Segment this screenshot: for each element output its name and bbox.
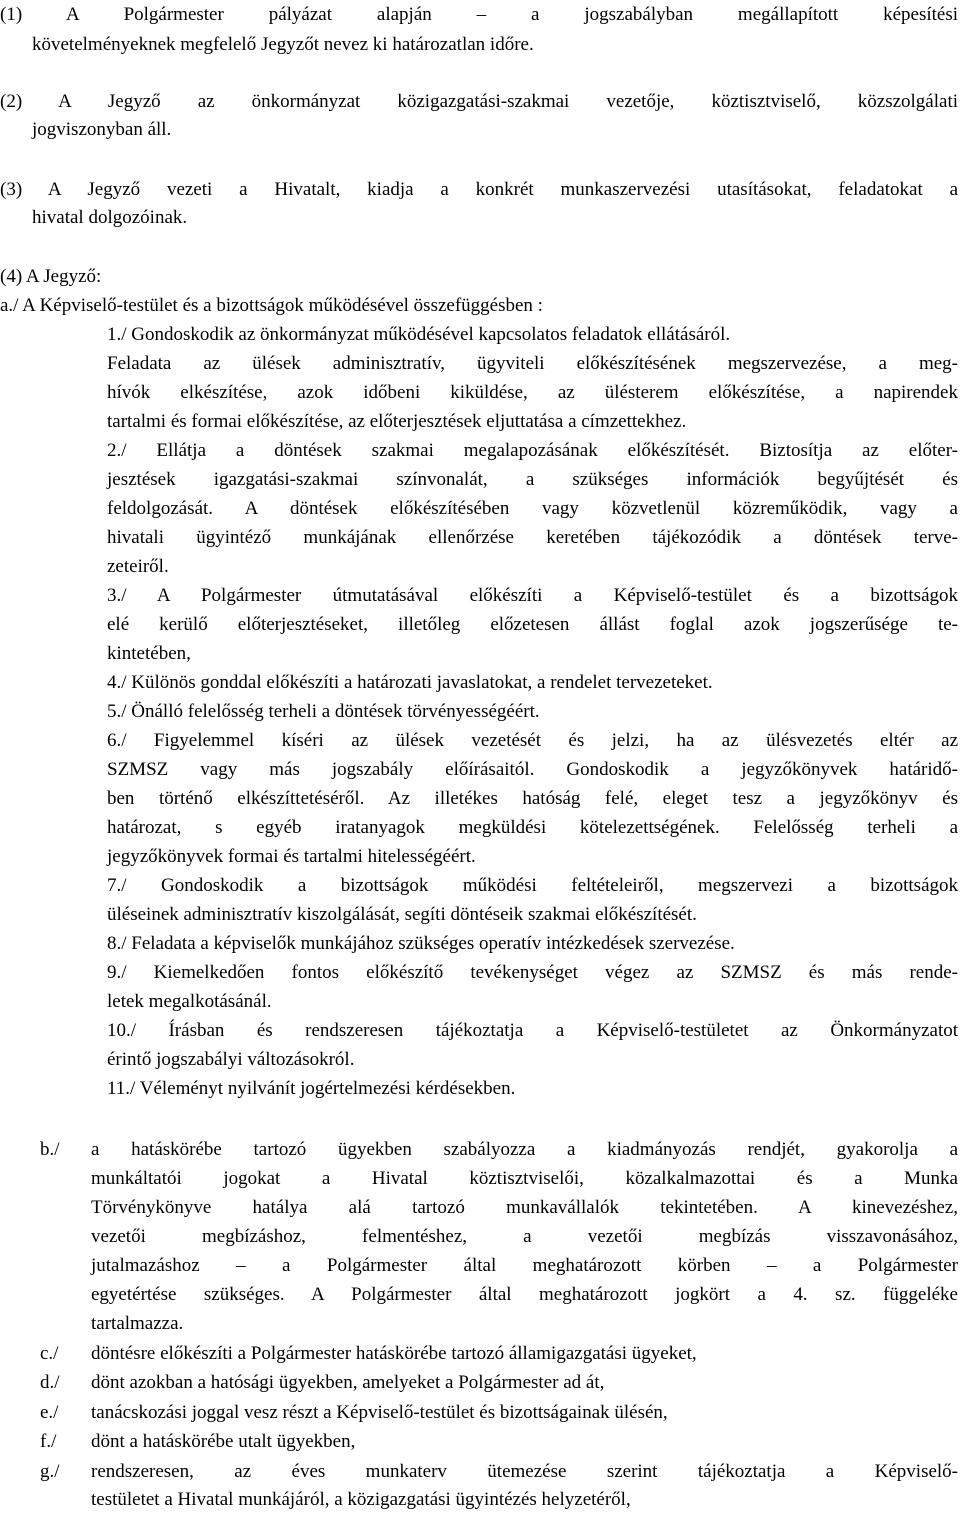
text-line: 1./ Gondoskodik az önkormányzat működésével kapcsolatos feladatok ellátásáról. [107,324,731,345]
text-line: 6./ Figyelemmel kíséri az ülések vezetését és jelzi, ha az ülésvezetés eltér az [107,730,958,751]
text-line: Feladata az ülések adminisztratív, ügyviteli előkészítésének megszervezése, a meg- [107,353,958,374]
text-line: 7./ Gondoskodik a bizottságok működési feltételeiről, megszervezi a bizottságok [107,875,958,896]
text-line: (3) A Jegyző vezeti a Hivatalt, kiadja a konkrét munkaszervezési utasításokat, feladatokat a [0,179,958,200]
list-marker: f./ [40,1431,57,1452]
text-line: tartalmazza. [91,1313,184,1334]
text-line: testületet a Hivatal munkájáról, a közigazgatási ügyintézés helyzetéről, [91,1489,631,1510]
text-line: döntésre előkészíti a Polgármester hatáskörébe tartozó államigazgatási ügyeket, [91,1343,697,1364]
text-line: munkáltatói jogokat a Hivatal köztisztviselői, közalkalmazottai és a Munka [91,1168,958,1189]
text-line: a hatáskörébe tartozó ügyekben szabályozza a kiadmányozás rendjét, gyakorolja a [91,1139,958,1160]
text-line: (2) A Jegyző az önkormányzat közigazgatási-szakmai vezetője, köztisztviselő, közszolgálati [0,91,958,112]
text-line: jutalmazáshoz – a Polgármester által meghatározott körben – a Polgármester [91,1255,958,1276]
text-line: vezetői megbízáshoz, felmentéshez, a vezetői megbízás visszavonásához, [91,1226,958,1247]
list-marker: b./ [40,1139,60,1160]
text-line: jegyzőkönyvek formai és tartalmi hitelességéért. [107,846,476,867]
text-line: 4./ Különös gonddal előkészíti a határozati javaslatokat, a rendelet tervezeteket. [107,672,713,693]
text-line: követelményeknek megfelelő Jegyzőt nevez ki határozatlan időre. [32,34,534,55]
list-marker: g./ [40,1461,60,1482]
text-line: egyetértése szükséges. A Polgármester által meghatározott jogkört a 4. sz. függeléke [91,1284,958,1305]
text-line: 9./ Kiemelkedően fontos előkészítő tevékenységet végez az SZMSZ és más rende- [107,962,958,983]
text-line: 11./ Véleményt nyilvánít jogértelmezési kérdésekben. [107,1078,516,1099]
text-line: hívók elkészítése, azok időbeni kiküldése, az ülésterem előkészítése, a napirendek [107,382,958,403]
text-line: a./ A Képviselő-testület és a bizottságok működésével összefüggésben : [0,295,543,316]
text-line: jesztések igazgatási-szakmai színvonalát, a szükséges információk begyűjtését és [107,469,958,490]
text-line: üléseinek adminisztratív kiszolgálását, segíti döntéseik szakmai előkészítését. [107,904,697,925]
text-line: érintő jogszabályi változásokról. [107,1049,355,1070]
text-line: 10./ Írásban és rendszeresen tájékoztatja a Képviselő-testületet az Önkormányzatot [107,1020,958,1041]
list-marker: c./ [40,1343,59,1364]
text-line: SZMSZ vagy más jogszabály előírásaitól. Gondoskodik a jegyzőkönyvek határidő- [107,759,958,780]
text-line: 8./ Feladata a képviselők munkájához szükséges operatív intézkedések szervezése. [107,933,735,954]
text-line: ben történő elkészíttetéséről. Az illetékes hatóság felé, eleget tesz a jegyzőkönyv és [107,788,958,809]
list-marker: d./ [40,1372,60,1393]
text-line: (1) A Polgármester pályázat alapján – a jogszabályban megállapított képesítési [0,4,958,25]
text-line: jogviszonyban áll. [32,119,172,140]
text-line: zeteiről. [107,556,169,577]
text-line: 2./ Ellátja a döntések szakmai megalapozásának előkészítését. Biztosítja az előter- [107,440,958,461]
text-line: határozat, s egyéb iratanyagok megküldési kötelezettségének. Felelősség terheli a [107,817,958,838]
text-line: hivatal dolgozóinak. [32,207,188,228]
text-line: Törvénykönyve hatálya alá tartozó munkavállalók tekintetében. A kinevezéshez, [91,1197,958,1218]
text-line: dönt azokban a hatósági ügyekben, amelyeket a Polgármester ad át, [91,1372,605,1393]
list-marker: e./ [40,1402,59,1423]
text-line: 3./ A Polgármester útmutatásával előkészíti a Képviselő-testület és a bizottságok [107,585,958,606]
text-line: (4) A Jegyző: [0,266,102,287]
text-line: dönt a hatáskörébe utalt ügyekben, [91,1431,356,1452]
text-line: 5./ Önálló felelősség terheli a döntések törvényességéért. [107,701,540,722]
text-line: tanácskozási joggal vesz részt a Képviselő-testület és bizottságainak ülésén, [91,1402,668,1423]
text-line: letek megalkotásánál. [107,991,272,1012]
text-line: hivatali ügyintéző munkájának ellenőrzése keretében tájékozódik a döntések terve- [107,527,958,548]
text-line: tartalmi és formai előkészítése, az előterjesztések eljuttatása a címzettekhez. [107,411,687,432]
text-line: rendszeresen, az éves munkaterv ütemezése szerint tájékoztatja a Képviselő- [91,1461,958,1482]
text-line: elé kerülő előterjesztéseket, illetőleg előzetesen állást foglal azok jogszerűsége te- [107,614,958,635]
text-line: feldolgozását. A döntések előkészítésében vagy közvetlenül közreműködik, vagy a [107,498,958,519]
text-line: kintetében, [107,643,191,664]
